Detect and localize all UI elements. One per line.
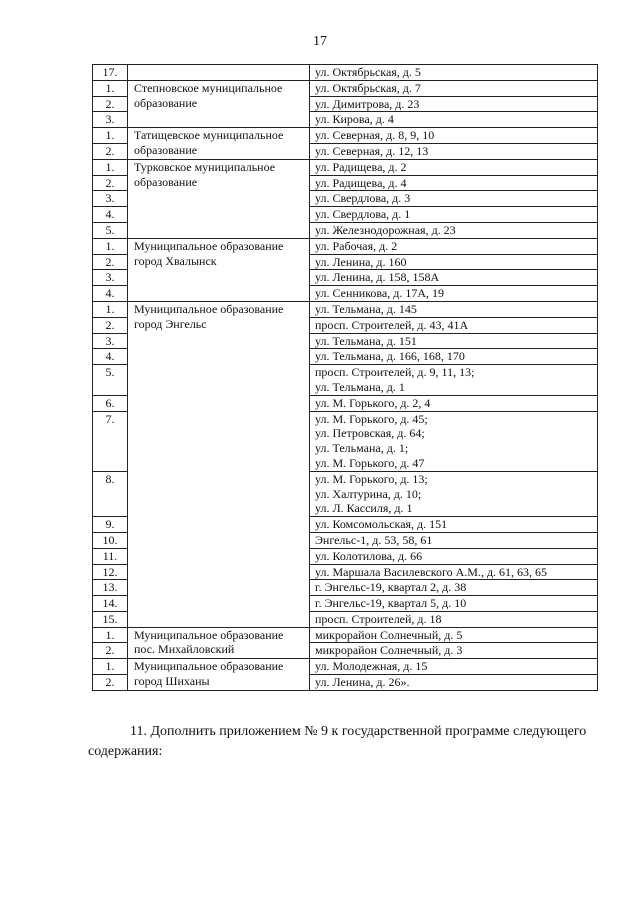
row-number: 17. [93, 65, 128, 81]
address-cell [310, 675, 598, 691]
address-line: ул. Свердлова, д. 3 [315, 191, 411, 206]
address-line: ул. Ленина, д. 26». [315, 675, 410, 690]
address-line: ул. М. Горького, д. 2, 4 [315, 395, 431, 410]
municipality-name: Муниципальное образование пос. Михайловский [128, 627, 310, 659]
address-line: ул. Железнодорожная, д. 23 [315, 222, 456, 237]
row-number: 4. [93, 286, 128, 302]
address-line: ул. Северная, д. 8, 9, 10 [315, 128, 435, 143]
address-cell [310, 517, 598, 533]
address-line: ул. Сенникова, д. 17А, 19 [315, 286, 445, 301]
address-line: ул. Халтурина, д. 10; [315, 486, 422, 501]
address-line: ул. Кирова, д. 4 [315, 112, 394, 127]
row-number: 3. [93, 191, 128, 207]
municipality-name: Татищевское муниципальное образование [128, 128, 310, 160]
address-line: ул. Колотилова, д. 66 [315, 548, 423, 563]
address-cell [310, 333, 598, 349]
row-number: 1. [93, 80, 128, 96]
address-line: ул. Ленина, д. 160 [315, 254, 407, 269]
address-line: ул. Тельмана, д. 1 [315, 379, 405, 394]
address-cell [310, 659, 598, 675]
address-table-body [93, 65, 598, 691]
address-cell [310, 112, 598, 128]
address-line: ул. М. Горького, д. 47 [315, 455, 425, 470]
row-number: 2. [93, 254, 128, 270]
address-line: ул. Маршала Василевского А.М., д. 61, 63, 65 [315, 564, 548, 579]
row-number: 8. [93, 471, 128, 516]
table-row [93, 627, 598, 643]
address-cell [310, 143, 598, 159]
row-number: 2. [93, 143, 128, 159]
address-cell [310, 317, 598, 333]
municipality-name: Муниципальное образование город Хвалынск [128, 238, 310, 301]
row-number: 5. [93, 222, 128, 238]
address-line: Энгельс-1, д. 53, 58, 61 [315, 532, 433, 547]
address-line: ул. Тельмана, д. 145 [315, 301, 417, 316]
row-number: 11. [93, 548, 128, 564]
page-number: 17 [313, 34, 327, 49]
address-cell [310, 471, 598, 516]
row-number: 15. [93, 611, 128, 627]
row-number: 4. [93, 207, 128, 223]
row-number: 14. [93, 596, 128, 612]
address-line: просп. Строителей, д. 43, 41А [315, 317, 469, 332]
row-number: 1. [93, 301, 128, 317]
address-line: ул. Тельмана, д. 151 [315, 333, 417, 348]
municipality-name [128, 65, 310, 81]
address-line: ул. Свердлова, д. 1 [315, 207, 411, 222]
address-cell [310, 191, 598, 207]
row-number: 4. [93, 349, 128, 365]
address-line: г. Энгельс-19, квартал 5, д. 10 [315, 596, 467, 611]
address-cell [310, 270, 598, 286]
row-number: 1. [93, 238, 128, 254]
table-row [93, 80, 598, 96]
table-row [93, 65, 598, 81]
row-number: 1. [93, 627, 128, 643]
address-cell [310, 395, 598, 411]
address-line: ул. Петровская, д. 64; [315, 426, 425, 441]
row-number: 13. [93, 580, 128, 596]
row-number: 7. [93, 411, 128, 471]
address-cell [310, 411, 598, 471]
address-cell [310, 159, 598, 175]
address-cell [310, 301, 598, 317]
address-line: ул. Ленина, д. 158, 158А [315, 270, 440, 285]
row-number: 1. [93, 659, 128, 675]
address-cell [310, 643, 598, 659]
address-cell [310, 532, 598, 548]
address-line: микрорайон Солнечный, д. 5 [315, 627, 463, 642]
address-line: ул. Северная, д. 12, 13 [315, 143, 429, 158]
address-line: ул. М. Горького, д. 45; [315, 411, 428, 426]
address-cell [310, 548, 598, 564]
address-line: ул. Комсомольская, д. 151 [315, 517, 448, 532]
address-cell [310, 286, 598, 302]
address-line: просп. Строителей, д. 18 [315, 611, 442, 626]
address-cell [310, 80, 598, 96]
address-line: микрорайон Солнечный, д. 3 [315, 643, 463, 658]
address-cell [310, 596, 598, 612]
address-line: ул. Тельмана, д. 1; [315, 441, 409, 456]
address-cell [310, 207, 598, 223]
row-number: 2. [93, 675, 128, 691]
address-line: ул. Тельмана, д. 166, 168, 170 [315, 349, 465, 364]
address-line: ул. Молодежная, д. 15 [315, 659, 428, 674]
address-line: ул. Рабочая, д. 2 [315, 238, 398, 253]
table-row [93, 301, 598, 317]
address-line: ул. Радищева, д. 2 [315, 159, 407, 174]
address-cell [310, 365, 598, 396]
table-row [93, 128, 598, 144]
closing-paragraph: 11. Дополнить приложением № 9 к государственной программе следующего содержания: [88, 724, 587, 759]
row-number: 10. [93, 532, 128, 548]
address-line: просп. Строителей, д. 9, 11, 13; [315, 365, 475, 380]
address-line: ул. Радищева, д. 4 [315, 175, 407, 190]
municipality-name: Турковское муниципальное образование [128, 159, 310, 238]
address-cell [310, 175, 598, 191]
row-number: 2. [93, 96, 128, 112]
row-number: 3. [93, 333, 128, 349]
row-number: 3. [93, 270, 128, 286]
table-row [93, 159, 598, 175]
row-number: 2. [93, 317, 128, 333]
address-line: г. Энгельс-19, квартал 2, д. 38 [315, 580, 467, 595]
municipality-name: Муниципальное образование город Энгельс [128, 301, 310, 627]
row-number: 2. [93, 643, 128, 659]
address-line: ул. Л. Кассиля, д. 1 [315, 501, 413, 516]
row-number: 6. [93, 395, 128, 411]
address-table [92, 64, 598, 691]
address-cell [310, 627, 598, 643]
row-number: 1. [93, 128, 128, 144]
address-cell [310, 611, 598, 627]
table-row [93, 659, 598, 675]
row-number: 2. [93, 175, 128, 191]
address-line: ул. Димитрова, д. 23 [315, 96, 420, 111]
municipality-name: Степновское муниципальное образование [128, 80, 310, 127]
address-line: ул. М. Горького, д. 13; [315, 471, 428, 486]
row-number: 3. [93, 112, 128, 128]
address-cell [310, 65, 598, 81]
address-cell [310, 222, 598, 238]
address-cell [310, 580, 598, 596]
address-cell [310, 238, 598, 254]
address-cell [310, 254, 598, 270]
address-line: ул. Октябрьская, д. 7 [315, 80, 421, 95]
row-number: 5. [93, 365, 128, 396]
municipality-name: Муниципальное образование город Шиханы [128, 659, 310, 691]
row-number: 1. [93, 159, 128, 175]
address-line: ул. Октябрьская, д. 5 [315, 65, 421, 79]
table-row [93, 238, 598, 254]
address-cell [310, 564, 598, 580]
address-cell [310, 96, 598, 112]
row-number: 12. [93, 564, 128, 580]
address-cell [310, 349, 598, 365]
row-number: 9. [93, 517, 128, 533]
address-cell [310, 128, 598, 144]
